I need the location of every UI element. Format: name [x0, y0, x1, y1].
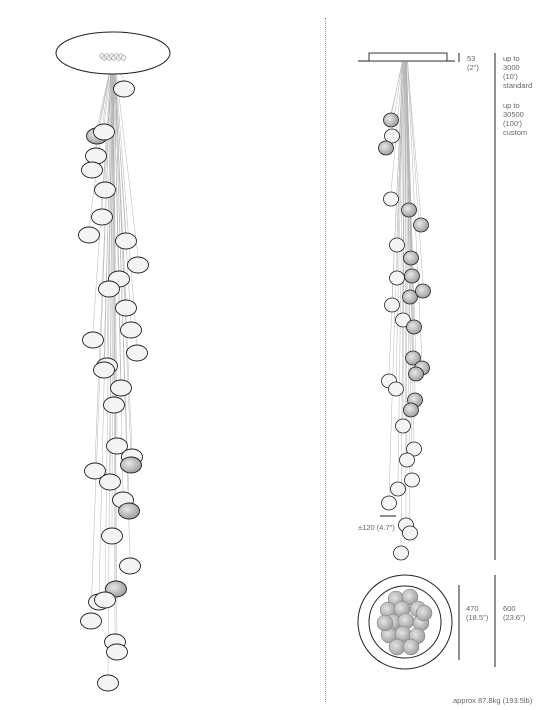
glass-globe — [121, 457, 142, 473]
glass-globe-side — [390, 238, 405, 252]
canopy-diameter-label: 600 (23.6") — [503, 604, 526, 622]
canopy-height-label: 53 (2") — [467, 54, 479, 72]
glass-globe — [116, 233, 137, 249]
perspective-view — [56, 32, 170, 691]
cluster-diameter-label: 470 (18.5") — [466, 604, 489, 622]
glass-globe-side — [405, 473, 420, 487]
glass-globe-side — [394, 546, 409, 560]
glass-globe-side — [396, 419, 411, 433]
glass-globe — [99, 281, 120, 297]
glass-globe — [95, 182, 116, 198]
glass-globe — [104, 397, 125, 413]
glass-globe — [114, 81, 135, 97]
glass-globe — [86, 148, 107, 164]
glass-globe — [79, 227, 100, 243]
glass-globe-plan — [403, 639, 419, 655]
glass-globe-side — [379, 141, 394, 155]
canopy-side — [369, 53, 447, 61]
drop-custom-label: up to 30500 (100') custom — [503, 101, 528, 137]
glass-globe-plan — [416, 605, 432, 621]
glass-globe-side — [409, 367, 424, 381]
weight-label: approx 87.8kg (193.5lb) — [453, 696, 533, 705]
glass-globe-plan — [389, 639, 405, 655]
glass-globe — [94, 124, 115, 140]
side-elevation-view — [358, 53, 455, 560]
glass-globe-side — [382, 496, 397, 510]
drop-standard-label: up to 3000 (10') standard — [503, 54, 533, 90]
glass-globe-side — [404, 403, 419, 417]
glass-globe-side — [389, 382, 404, 396]
glass-globe — [95, 592, 116, 608]
glass-globe — [102, 528, 123, 544]
cord-gripper — [121, 56, 126, 61]
glass-globe — [128, 257, 149, 273]
glass-globe-side — [391, 482, 406, 496]
glass-globe-side — [402, 203, 417, 217]
glass-globe-side — [384, 113, 399, 127]
spread-label: ±120 (4.7") — [358, 523, 395, 532]
glass-globe-side — [414, 218, 429, 232]
glass-globe — [82, 162, 103, 178]
glass-globe-side — [384, 192, 399, 206]
glass-globe — [94, 362, 115, 378]
glass-globe-plan — [377, 615, 393, 631]
glass-globe-side — [404, 251, 419, 265]
canopy-disc — [56, 32, 170, 74]
dimension-lines — [380, 53, 495, 667]
glass-globe — [100, 474, 121, 490]
glass-globe — [127, 345, 148, 361]
plan-view — [358, 575, 452, 669]
glass-globe — [81, 613, 102, 629]
glass-globe-side — [405, 269, 420, 283]
glass-globe — [119, 503, 140, 519]
glass-globe — [121, 322, 142, 338]
glass-globe-side — [390, 271, 405, 285]
glass-globe — [116, 300, 137, 316]
glass-globe-side — [403, 526, 418, 540]
glass-globe — [98, 675, 119, 691]
glass-globe — [83, 332, 104, 348]
glass-globe — [120, 558, 141, 574]
glass-globe — [107, 644, 128, 660]
glass-globe-side — [416, 284, 431, 298]
glass-globe-side — [385, 298, 400, 312]
glass-globe — [92, 209, 113, 225]
glass-globe-side — [400, 453, 415, 467]
glass-globe-side — [407, 320, 422, 334]
glass-globe — [111, 380, 132, 396]
